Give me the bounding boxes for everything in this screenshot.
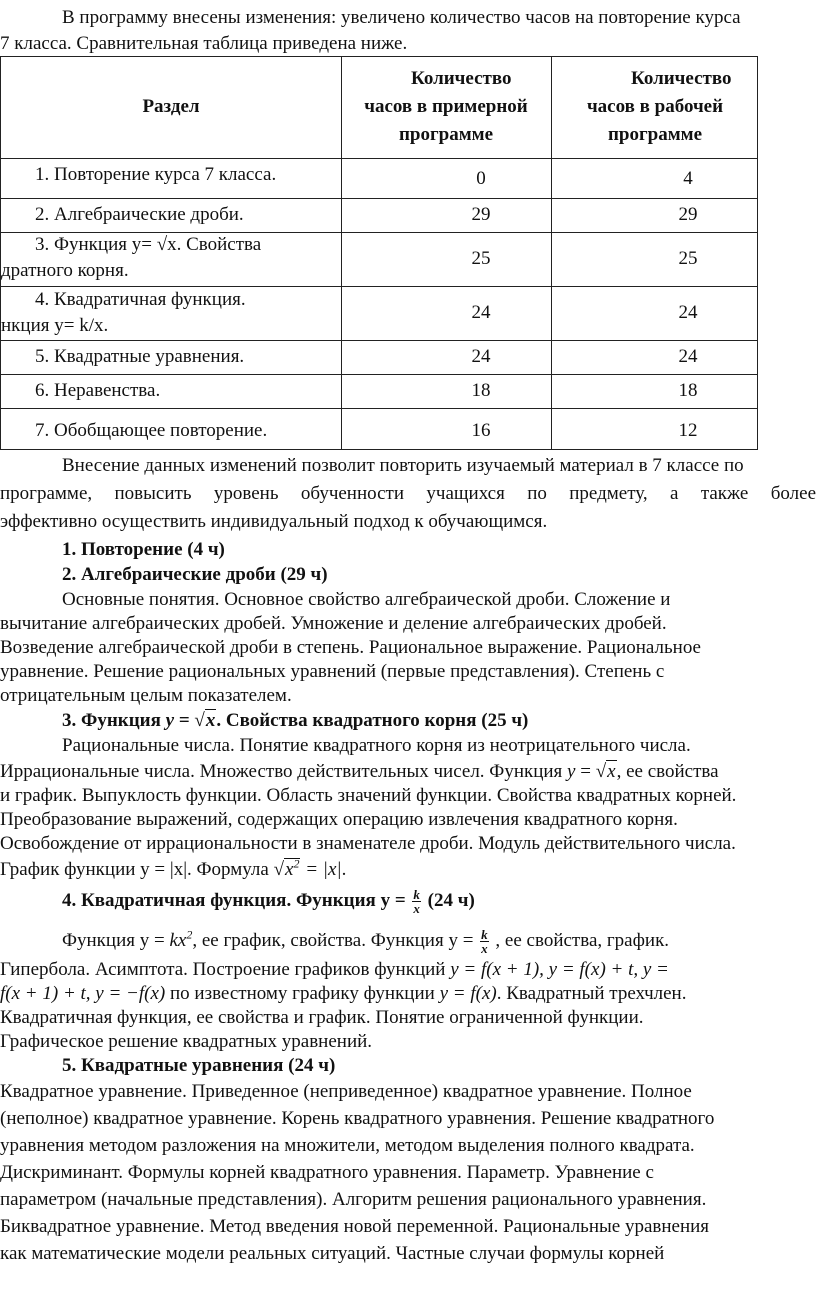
math-expr: = |x| [300,859,342,880]
header-sample-line-3: программе [398,124,494,145]
section-text-line [62,928,669,955]
table-cell-work: 12 [678,420,698,441]
math-eq: = [575,761,596,782]
section-text-line: Квадратное уравнение. Приведенное (неприведенное) квадратное уравнение. Полное [0,1081,692,1102]
table-row-divider [1,374,757,375]
heading-text: . Свойства квадратного корня (25 ч) [216,710,529,731]
text: Гипербола. Асимптота. Построение графиков функций [0,959,451,980]
section-text-line: вычитание алгебраических дробей. Умножение и деление алгебраических дробей. [0,613,667,634]
section-text-line [0,982,686,1006]
header-section: Раздел [142,96,200,117]
table-row-divider [1,158,757,159]
table-cell-sample: 25 [471,248,491,269]
section-text-line: Дискриминант. Формулы корней квадратного уравнения. Параметр. Уравнение с [0,1162,654,1183]
section-text-line: параметром (начальные представления). Алгоритм решения рационального уравнения. [0,1189,707,1210]
math-var: y [567,761,576,782]
intro-line-1: В программу внесены изменения: увеличено количество часов на повторение курса [62,7,741,28]
section-text-line: уравнения методом разложения на множители, методом выделения полного квадрата. [0,1135,695,1156]
section-text-line [0,760,719,784]
table-row-section-cont: нкция y= k/x. [1,315,109,336]
section-text-line [0,958,669,982]
table-row-divider [1,198,757,199]
section-text-line: и график. Выпуклость функции. Область значений функции. Свойства квадратных корней. [0,785,737,806]
table-cell-work: 29 [678,204,698,225]
text: Функция у = [62,929,170,951]
table-cell-sample: 16 [471,420,491,441]
text: . Квадратный трехчлен. [496,983,687,1004]
header-sample-hours [341,65,551,149]
math-var: y [165,710,175,731]
fraction: $\frac{k}{x}$ [413,887,420,916]
para-line: эффективно осуществить индивидуальный подход к обучающимся. [0,511,548,532]
table-row-section: 1. Повторение курса 7 класса. [35,164,277,185]
table-row-section: 4. Квадратичная функция. [35,289,246,310]
para-line: программе, повысить уровень обученности учащихся по предмету, а также более [0,483,816,504]
table-row-section: 6. Неравенства. [35,380,161,401]
header-work-line-1: Количество [631,68,732,89]
table-cell-sample: 24 [471,302,491,323]
heading-text: 3. Функция [62,710,166,731]
math-expr: f(x + 1) + t, y = −f(x) [0,983,166,1004]
header-work-line-2: часов в рабочей [586,96,724,117]
section-text-line: (неполное) квадратное уравнение. Корень квадратного уравнения. Решение квадратного [0,1108,715,1129]
section-heading: 5. Квадратные уравнения (24 ч) [62,1055,336,1076]
section-text-line: Преобразование выражений, содержащих операцию извлечения квадратного корня. [0,809,678,830]
sqrt-symbol: √x [595,761,616,782]
table-cell-sample: 29 [471,204,491,225]
comparison-table [0,56,758,450]
header-sample-line-2: часов в примерной [364,96,528,117]
section-text-line: Возведение алгебраической дроби в степень. Рациональное выражение. Рациональное [0,637,701,658]
section-heading [62,709,528,733]
section-text-line: Рациональные числа. Понятие квадратного корня из неотрицательного числа. [62,735,691,756]
table-cell-sample: 0 [476,168,486,189]
section-text-line: Основные понятия. Основное свойство алгебраической дроби. Сложение и [62,589,671,610]
section-text-line: Биквадратное уравнение. Метод введения новой переменной. Рациональные уравнения [0,1216,710,1237]
section-text-line: Квадратичная функция, ее свойства и график. Понятие ограниченной функции. [0,1007,644,1028]
table-row-section: 3. Функция y= √x. Свойства [35,234,262,255]
table-cell-sample: 18 [471,380,491,401]
text: по известному графику функции [165,983,440,1004]
math-eq: = [174,710,195,731]
header-work-hours [551,65,759,149]
text: . [341,859,347,880]
text: , ее свойства [616,761,719,782]
section-text-line: как математические модели реальных ситуаций. Частные случаи формулы корней [0,1243,665,1264]
table-cell-sample: 24 [471,346,491,367]
sqrt-symbol: √x [194,710,216,731]
table-row-section: 7. Обобщающее повторение. [35,420,268,441]
table-cell-work: 24 [678,302,698,323]
header-sample-line-1: Количество [411,68,512,89]
table-row-section: 5. Квадратные уравнения. [35,346,245,367]
section-heading: 2. Алгебраические дроби (29 ч) [62,564,328,585]
table-row-section: 2. Алгебраические дроби. [35,204,244,225]
section-text-line [0,858,346,882]
math-expr: y = f(x + 1), y = f(x) + t, y = [450,959,669,980]
section-text-line: Графическое решение квадратных уравнений. [0,1031,373,1052]
table-cell-work: 4 [683,168,693,189]
section-text-line: Освобождение от иррациональности в знаменателе дроби. Модуль действительного числа. [0,833,736,854]
sqrt-symbol: $√x^2$ [273,856,300,880]
math-expr: y = f(x) [439,983,497,1004]
math-var: x [205,710,216,731]
text: , ее график, свойства. Функция у = [192,929,479,951]
text: График функции у = |x|. Формула [0,859,274,880]
para-line: Внесение данных изменений позволит повторить изучаемый материал в 7 классе по [62,455,744,476]
math-var: $x^2$ [285,856,300,880]
fraction: $\frac{k}{x}$ [481,927,488,956]
table-cell-work: 25 [678,248,698,269]
text: Иррациональные числа. Множество действительных чисел. Функция [0,761,568,782]
table-row-divider [1,408,757,409]
text: , ее свойства, график. [490,929,670,951]
heading-text: (24 ч) [422,889,475,911]
section-heading [62,888,475,915]
section-text-line: уравнение. Решение рациональных уравнений (первые представления). Степень с [0,661,665,682]
section-text-line: отрицательным целым показателем. [0,685,292,706]
table-cell-work: 24 [678,346,698,367]
table-row-divider [1,340,757,341]
math-var: x [607,761,616,782]
table-row-divider [1,286,757,287]
section-heading: 1. Повторение (4 ч) [62,539,225,560]
math-expr: $kx^2$ [169,927,193,951]
table-cell-work: 18 [678,380,698,401]
table-row-section-cont: дратного корня. [1,260,129,281]
intro-line-2: 7 класса. Сравнительная таблица приведена ниже. [0,33,408,54]
heading-text: 4. Квадратичная функция. Функция у = [62,889,411,911]
header-work-line-3: программе [607,124,703,145]
